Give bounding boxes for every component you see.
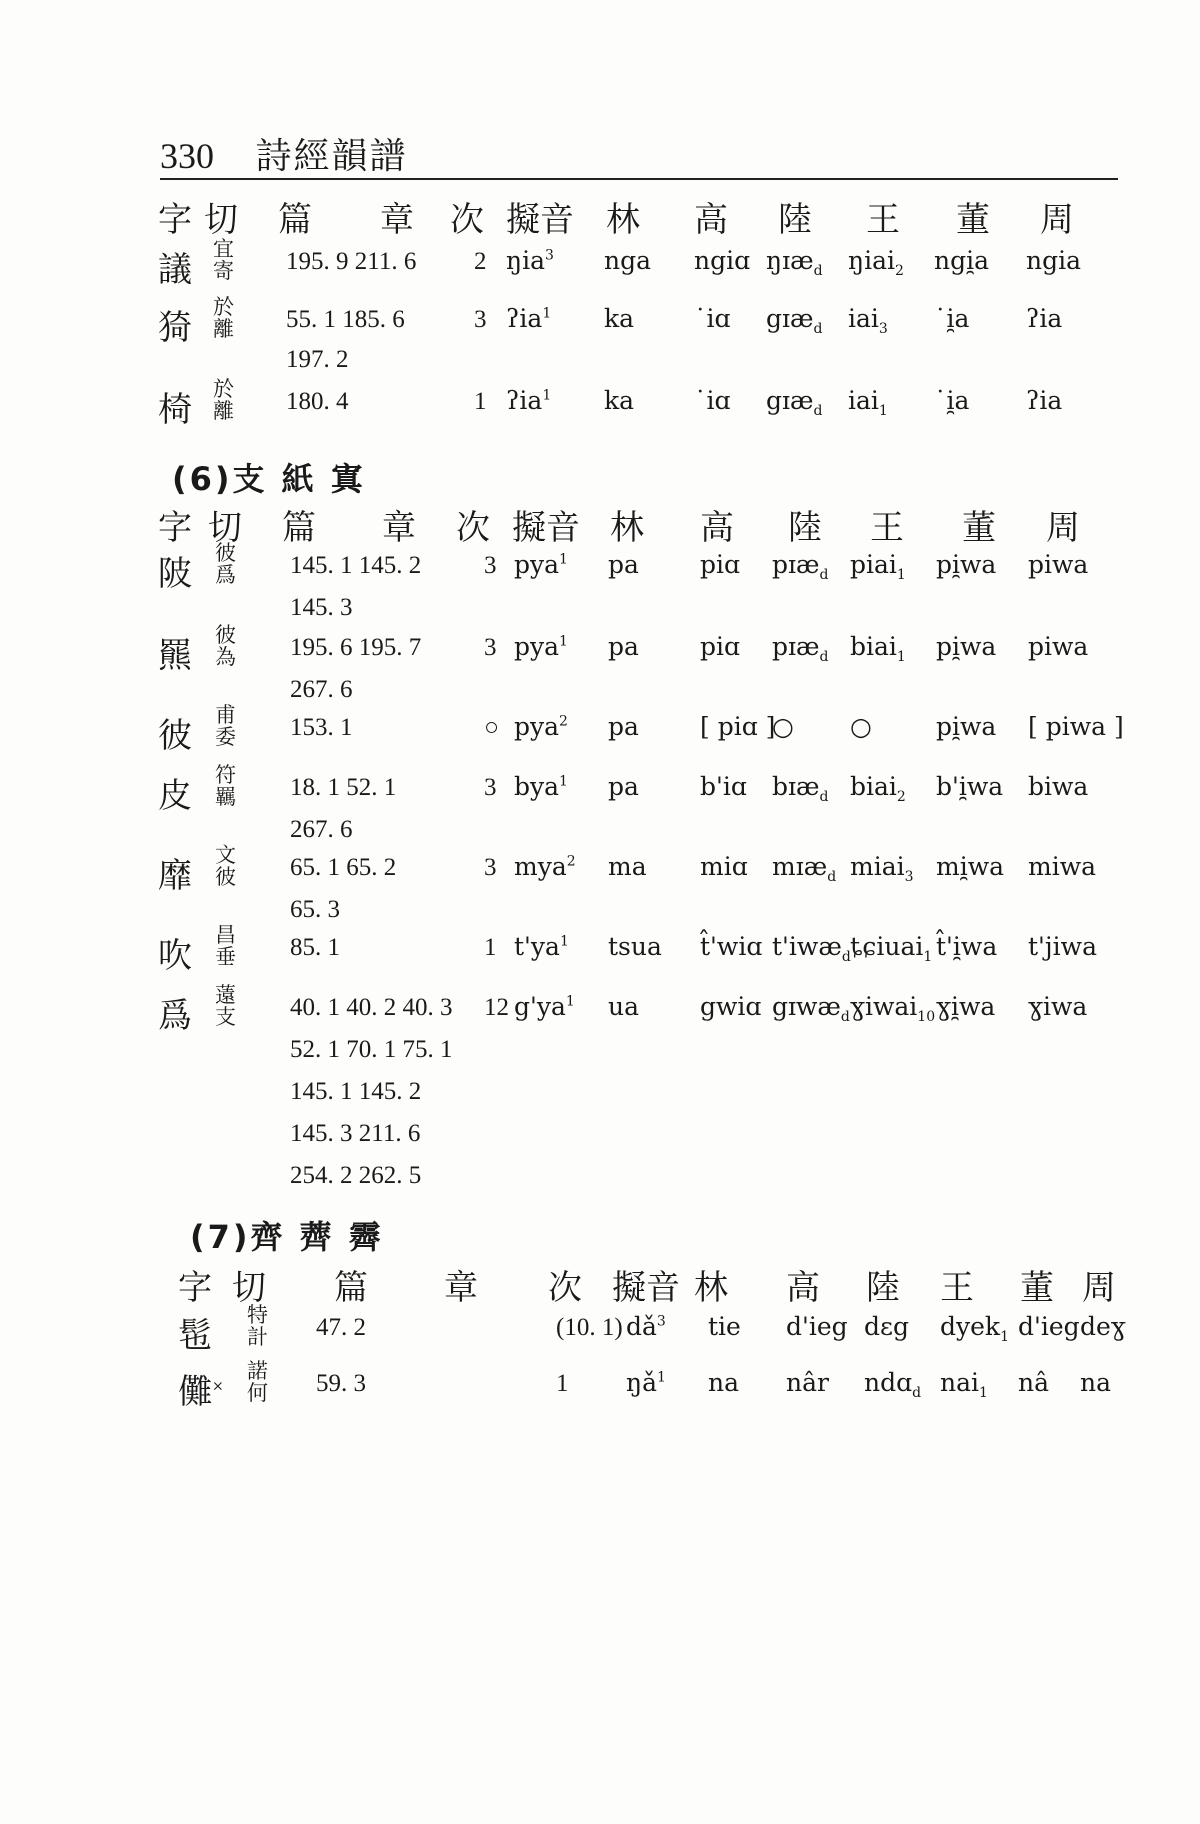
ode-reference: 18. 1 52. 1 xyxy=(290,774,397,801)
fanqie-spelling xyxy=(247,1304,268,1348)
fanqie-character: 何 xyxy=(247,1381,268,1405)
column-header: 董 xyxy=(962,508,996,548)
book-title: 詩經韻譜 xyxy=(255,136,408,177)
column-header: 董 xyxy=(1020,1268,1054,1308)
column-header: 高 xyxy=(700,508,734,548)
reconstruction-dong: ɣi̯wa xyxy=(936,992,996,1021)
fanqie-character: 昌 xyxy=(215,923,236,947)
entry-character: 髢 xyxy=(178,1316,212,1356)
column-header: 字 xyxy=(158,200,192,240)
fanqie-character: 於 xyxy=(213,377,234,401)
column-header: 王 xyxy=(940,1268,974,1308)
ode-reference: 65. 1 65. 2 xyxy=(290,854,397,881)
reconstruction-proposed: pya$^1$ xyxy=(514,550,568,579)
ode-reference: 59. 3 xyxy=(316,1370,366,1397)
ode-reference: 145. 1 145. 2 xyxy=(290,552,422,579)
reconstruction-zhou: na xyxy=(1080,1368,1112,1397)
ode-reference: 267. 6 xyxy=(290,676,353,703)
fanqie-spelling xyxy=(215,704,236,748)
reconstruction-wang: ŋiai$_2$ xyxy=(848,246,904,279)
fanqie-spelling xyxy=(215,984,236,1028)
reconstruction-gao: t̂'wiɑ xyxy=(700,932,763,961)
count: 3 xyxy=(474,306,487,333)
count: (10. 1) xyxy=(556,1314,623,1341)
reconstruction-proposed: ŋia$^3$ xyxy=(506,246,554,275)
reconstruction-gao: piɑ xyxy=(700,632,741,661)
reconstruction-wang: piai$_1$ xyxy=(850,550,906,583)
reconstruction-dong: t̂'i̯wa xyxy=(936,932,998,961)
fanqie-character: 特 xyxy=(247,1303,268,1327)
count: 1 xyxy=(484,934,497,961)
reconstruction-zhou: ʔia xyxy=(1026,304,1063,333)
column-header: 周 xyxy=(1040,200,1074,240)
reconstruction-dong: b'i̯wa xyxy=(936,772,1004,801)
reconstruction-dong: pi̯wa xyxy=(936,632,997,661)
ode-reference: 65. 3 xyxy=(290,896,340,923)
column-header: 陸 xyxy=(778,200,812,240)
running-head xyxy=(160,128,407,179)
reconstruction-gao: ngiɑ xyxy=(694,246,751,275)
count: 3 xyxy=(484,552,497,579)
reconstruction-proposed: $dǎ^3$ xyxy=(626,1312,666,1341)
reconstruction-lu: bɪæ$_d$ xyxy=(772,772,829,805)
reconstruction-lin: ua xyxy=(608,992,640,1021)
reconstruction-dong: nâ xyxy=(1018,1368,1050,1397)
ode-reference: 55. 1 185. 6 xyxy=(286,306,405,333)
reconstruction-wang: ȶɕiuai$_1$ xyxy=(850,932,933,965)
ode-reference: 180. 4 xyxy=(286,388,349,415)
reconstruction-zhou: biwa xyxy=(1028,772,1089,801)
reconstruction-lu: ŋɪæ$_d$ xyxy=(766,246,823,279)
reconstruction-dong: mi̯wa xyxy=(936,852,1005,881)
ode-reference: 85. 1 xyxy=(290,934,340,961)
fanqie-character: 於 xyxy=(213,295,234,319)
reconstruction-gao: b'iɑ xyxy=(700,772,747,801)
reconstruction-lu: gɪæ$_d$ xyxy=(766,386,823,419)
fanqie-character: 諾 xyxy=(247,1359,268,1383)
reconstruction-zhou: ʔia xyxy=(1026,386,1063,415)
reconstruction-gao: miɑ xyxy=(700,852,748,881)
reconstruction-zhou: piwa xyxy=(1028,550,1089,579)
fanqie-spelling xyxy=(213,296,234,340)
column-header: 切 xyxy=(204,200,238,240)
count: 3 xyxy=(484,634,497,661)
fanqie-character: 羈 xyxy=(215,785,236,809)
column-header: 篇 xyxy=(334,1268,368,1308)
reconstruction-dong: d'ieg xyxy=(1018,1312,1080,1341)
column-header: 章 xyxy=(444,1268,478,1308)
page-number: 330 xyxy=(160,136,214,176)
reconstruction-lin: pa xyxy=(608,550,639,579)
fanqie-spelling xyxy=(213,378,234,422)
count: ○ xyxy=(484,714,500,741)
reconstruction-proposed: pya$^1$ xyxy=(514,632,568,661)
reconstruction-wang: iai$_1$ xyxy=(848,386,888,419)
fanqie-spelling xyxy=(247,1360,268,1404)
column-header: 篇 xyxy=(278,200,312,240)
fanqie-character: 寄 xyxy=(213,259,234,283)
column-header: 字 xyxy=(178,1268,212,1308)
column-header: 篇 xyxy=(282,508,316,548)
reconstruction-lin: na xyxy=(708,1368,740,1397)
reconstruction-proposed: pya$^2$ xyxy=(514,712,568,741)
reconstruction-gao: [ piɑ ] xyxy=(700,712,776,741)
ode-reference: 52. 1 70. 1 75. 1 xyxy=(290,1036,453,1063)
column-header: 陸 xyxy=(866,1268,900,1308)
column-header: 擬音 xyxy=(512,508,580,548)
reconstruction-lu: ○ xyxy=(772,712,794,741)
fanqie-character: 爲 xyxy=(215,563,236,587)
fanqie-character: 文 xyxy=(215,843,236,867)
reconstruction-wang: iai$_3$ xyxy=(848,304,888,337)
reconstruction-lu: dɛg xyxy=(864,1312,909,1341)
section-title: (7)齊 薺 霽 xyxy=(190,1218,384,1256)
fanqie-spelling xyxy=(213,238,234,282)
reconstruction-wang: ɣiwai$_{10}$ xyxy=(850,992,936,1025)
column-header: 陸 xyxy=(788,508,822,548)
fanqie-character: 薳 xyxy=(215,983,236,1007)
reconstruction-lu: pɪæ$_d$ xyxy=(772,550,829,583)
ode-reference: 195. 9 211. 6 xyxy=(286,248,417,275)
count: 1 xyxy=(474,388,487,415)
column-header: 擬音 xyxy=(506,200,574,240)
fanqie-character: 委 xyxy=(215,725,236,749)
count: 1 xyxy=(556,1370,569,1397)
column-header: 次 xyxy=(450,200,484,240)
reconstruction-gao: piɑ xyxy=(700,550,741,579)
column-header: 次 xyxy=(548,1268,582,1308)
reconstruction-wang: biai$_2$ xyxy=(850,772,906,805)
reconstruction-lu: t'iwæ$_d$ xyxy=(772,932,851,965)
entry-character: 吹 xyxy=(158,936,192,976)
fanqie-character: 符 xyxy=(215,763,236,787)
count: 2 xyxy=(474,248,487,275)
reconstruction-dong: ˙i̯a xyxy=(934,386,970,415)
reconstruction-proposed: ʔia$^1$ xyxy=(506,304,552,333)
section-title: (6)支 紙 寘 xyxy=(172,460,366,498)
fanqie-spelling xyxy=(215,542,236,586)
entry-character: 議 xyxy=(158,250,192,290)
reconstruction-dong: ngi̯a xyxy=(934,246,990,275)
fanqie-character: 彼 xyxy=(215,623,236,647)
entry-character: 靡 xyxy=(158,856,192,896)
reconstruction-gao: d'ieg xyxy=(786,1312,848,1341)
fanqie-spelling xyxy=(215,844,236,888)
reconstruction-proposed: $t'ya^1$ xyxy=(514,932,569,961)
fanqie-character: 計 xyxy=(247,1325,268,1349)
ode-reference: 40. 1 40. 2 40. 3 xyxy=(290,994,453,1021)
reconstruction-proposed: mya$^2$ xyxy=(514,852,576,881)
entry-character: 猗 xyxy=(158,308,192,348)
reconstruction-lu: pɪæ$_d$ xyxy=(772,632,829,665)
fanqie-character: 彼 xyxy=(215,865,236,889)
column-header: 周 xyxy=(1082,1268,1116,1308)
count: 12 xyxy=(484,994,509,1021)
column-header: 林 xyxy=(694,1268,728,1308)
column-header: 高 xyxy=(786,1268,820,1308)
column-header: 切 xyxy=(232,1268,266,1308)
reconstruction-wang: ○ xyxy=(850,712,872,741)
fanqie-character: 支 xyxy=(215,1005,236,1029)
column-header: 林 xyxy=(606,200,640,240)
fanqie-character: 宜 xyxy=(213,237,234,261)
reconstruction-lin: tsua xyxy=(608,932,662,961)
ode-reference: 47. 2 xyxy=(316,1314,366,1341)
reconstruction-lu: gɪæ$_d$ xyxy=(766,304,823,337)
count: 3 xyxy=(484,854,497,881)
entry-character: 陂 xyxy=(158,554,192,594)
reconstruction-lin: tie xyxy=(708,1312,741,1341)
reconstruction-zhou: deɣ xyxy=(1080,1312,1126,1341)
fanqie-character: 離 xyxy=(213,399,234,423)
reconstruction-lu: ndɑ$_d$ xyxy=(864,1368,922,1401)
column-header: 王 xyxy=(870,508,904,548)
column-header: 次 xyxy=(456,508,490,548)
reconstruction-dong: pi̯wa xyxy=(936,712,997,741)
reconstruction-zhou: t'jiwa xyxy=(1028,932,1097,961)
reconstruction-proposed: $ŋǎ^1$ xyxy=(626,1368,666,1397)
ode-reference: 145. 1 145. 2 xyxy=(290,1078,422,1105)
column-header: 擬音 xyxy=(612,1268,680,1308)
ode-reference: 145. 3 xyxy=(290,594,353,621)
entry-character: 皮 xyxy=(158,776,192,816)
reconstruction-zhou: ɣiwa xyxy=(1028,992,1088,1021)
reconstruction-lu: gɪwæ$_d$ xyxy=(772,992,850,1025)
reconstruction-lin: ka xyxy=(604,304,635,333)
entry-character: 爲 xyxy=(158,996,192,1036)
reconstruction-gao: nâr xyxy=(786,1368,829,1397)
reconstruction-wang: biai$_1$ xyxy=(850,632,906,665)
reconstruction-lin: pa xyxy=(608,712,639,741)
reconstruction-gao: gwiɑ xyxy=(700,992,762,1021)
column-header: 章 xyxy=(380,200,414,240)
fanqie-character: 彼 xyxy=(215,541,236,565)
reconstruction-lin: ka xyxy=(604,386,635,415)
reconstruction-dong: ˙i̯a xyxy=(934,304,970,333)
count: 3 xyxy=(484,774,497,801)
fanqie-character: 為 xyxy=(215,645,236,669)
entry-character: 椅 xyxy=(158,390,192,430)
reconstruction-gao: ˙iɑ xyxy=(694,304,731,333)
fanqie-spelling xyxy=(215,624,236,668)
fanqie-character: 垂 xyxy=(215,945,236,969)
ode-reference: 153. 1 xyxy=(290,714,353,741)
fanqie-spelling xyxy=(215,924,236,968)
reconstruction-zhou: miwa xyxy=(1028,852,1097,881)
reconstruction-proposed: ʔia$^1$ xyxy=(506,386,552,415)
reconstruction-proposed: $g'ya^1$ xyxy=(514,992,575,1021)
column-header: 周 xyxy=(1046,508,1080,548)
fanqie-spelling xyxy=(215,764,236,808)
ode-reference: 267. 6 xyxy=(290,816,353,843)
header-rule xyxy=(160,178,1118,180)
reconstruction-proposed: bya$^1$ xyxy=(514,772,568,801)
ode-reference: 195. 6 195. 7 xyxy=(290,634,422,661)
entry-character: 彼 xyxy=(158,716,192,756)
column-header: 章 xyxy=(382,508,416,548)
reconstruction-lin: nga xyxy=(604,246,652,275)
reconstruction-lin: ma xyxy=(608,852,647,881)
reconstruction-zhou: piwa xyxy=(1028,632,1089,661)
column-header: 字 xyxy=(158,508,192,548)
entry-character: 羆 xyxy=(158,636,192,676)
fanqie-character: 甫 xyxy=(215,703,236,727)
entry-character: 儺× xyxy=(178,1372,224,1412)
column-header: 董 xyxy=(956,200,990,240)
ode-reference: 145. 3 211. 6 xyxy=(290,1120,421,1147)
reconstruction-wang: miai$_3$ xyxy=(850,852,914,885)
reconstruction-lu: mɪæ$_d$ xyxy=(772,852,837,885)
column-header: 高 xyxy=(694,200,728,240)
reconstruction-dong: pi̯wa xyxy=(936,550,997,579)
column-header: 切 xyxy=(208,508,242,548)
column-header: 林 xyxy=(610,508,644,548)
reconstruction-zhou: [ piwa ] xyxy=(1028,712,1124,741)
reconstruction-lin: pa xyxy=(608,632,639,661)
fanqie-character: 離 xyxy=(213,317,234,341)
reconstruction-wang: dyek$_1$ xyxy=(940,1312,1009,1345)
ode-reference: 197. 2 xyxy=(286,346,349,373)
reconstruction-lin: pa xyxy=(608,772,639,801)
reconstruction-gao: ˙iɑ xyxy=(694,386,731,415)
column-header: 王 xyxy=(866,200,900,240)
reconstruction-wang: nai$_1$ xyxy=(940,1368,988,1401)
ode-reference: 254. 2 262. 5 xyxy=(290,1162,422,1189)
reconstruction-zhou: ngia xyxy=(1026,246,1082,275)
